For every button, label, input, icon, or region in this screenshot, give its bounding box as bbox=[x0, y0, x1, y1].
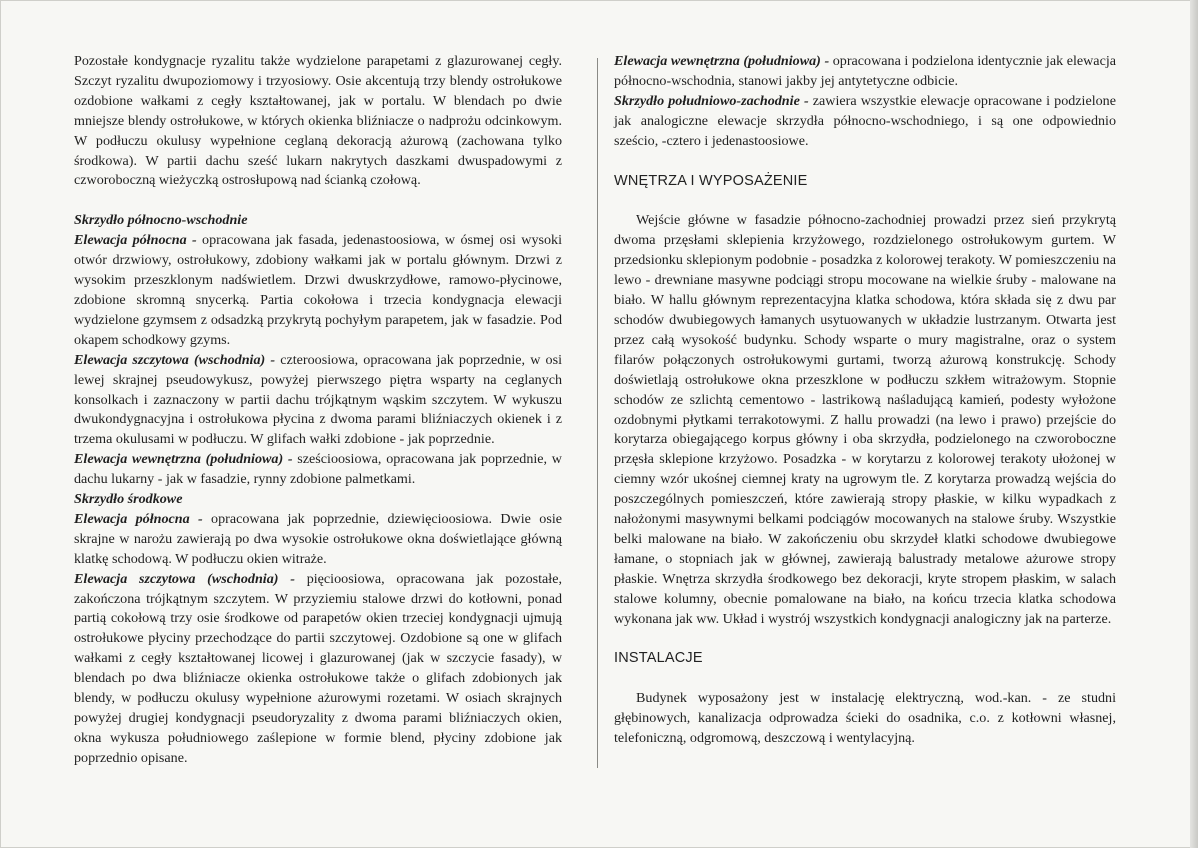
paragraph-middle-elevation-gable-east bbox=[74, 570, 562, 769]
text-middle-elevation-gable-east: pięcioosiowa, opracowana jak pozostałe, zakończona trójkątnym szczytem. W przyziemiu stalowe drzwi do kotłowni, ponad partią cokołową trzy osie środkowe od parapetów okien trzeciej kondygnacji ujmują ostrołukowe płyciny przechodzące do partii szczytowej. Ozdobione są one w glifach wałkami z cegły kształtowanej licowej i glazurowanej (jak w szczycie fasady), w blendach po dwa bliźniacze okienka ostrołukowe także o glifach zdobionych jak blendy, w podłuczu okulusy wypełnione ażurowymi rozetami. W osiach skrajnych powyżej drugiej kondygnacji pseudoryzality z dwoma parami bliźniaczych okien, okna wykusza południowego zaślepione w formie blend, płyciny zdobione jak poprzednio opisane. bbox=[74, 570, 562, 766]
label-elevation-gable-east: Elewacja szczytowa (wschodnia) - bbox=[74, 351, 276, 368]
label-middle-elevation-north: Elewacja północna - bbox=[74, 510, 203, 527]
section-heading-interiors: WNĘTRZA I WYPOSAŻENIE bbox=[614, 172, 808, 189]
column-divider bbox=[597, 58, 598, 768]
text-elevation-inner-south: sześcioosiowa, opracowana jak poprzednie, w dachu lukarny - jak w fasadzie, rynny zdobione palmetkami. bbox=[74, 451, 562, 488]
label-middle-elevation-gable-east: Elewacja szczytowa (wschodnia) - bbox=[74, 570, 295, 587]
paragraph-middle-elevation-north bbox=[74, 510, 562, 570]
paragraph-elevation-inner-south bbox=[74, 450, 562, 490]
page-edge-shadow bbox=[1190, 0, 1198, 848]
text-middle-elevation-north: opracowana jak poprzednie, dziewięcioosiowa. Dwie osie skrajne w narożu zawierają po dwa wysokie ostrołukowe okna doświetlające główną klatkę schodową. W podłuczu okien witraże. bbox=[74, 510, 562, 567]
text-elevation-gable-east: czteroosiowa, opracowana jak poprzednie, w osi lewej skrajnej pseudowykusz, powyżej pierwszego piętra wsparty na ceglanych konsolkach i zaznaczony w partii dachu trójkątnym wąskim szczytem. W wykuszu dwukondygnacyjna i ostrołukowa płycina z dwoma parami bliźniaczych okienek i z trzema okulusami w podłuczu. W glifach wałki zdobione - jak poprzednie. bbox=[74, 351, 563, 448]
label-elevation-inner-south: Elewacja wewnętrzna (południowa) - bbox=[74, 451, 293, 468]
paragraph-elevation-gable-east bbox=[74, 351, 562, 451]
paragraph-wing-south-west bbox=[614, 92, 1116, 152]
text-middle-elevation-inner-south: opracowana i podzielona identycznie jak elewacja północno-wschodnia, stanowi jakby jej antytetyczne odbicie. bbox=[614, 53, 1116, 89]
paragraph-middle-elevation-inner-south bbox=[614, 52, 1116, 92]
label-elevation-north: Elewacja północna - bbox=[74, 232, 197, 249]
paragraph-installations: Budynek wyposażony jest w instalację elektryczną, wod.-kan. - ze studni głębinowych, kanalizacja odprowadza ścieki do osadnika, c.o. z kotłowni własnej, telefoniczną, odgromową, deszczową i wentylacyjną. bbox=[614, 690, 1116, 747]
right-column bbox=[614, 52, 1116, 749]
paragraph-interiors: Wejście główne w fasadzie północno-zachodniej prowadzi przez sień przykrytą dwoma przęsłami sklepienia krzyżowego, rozdzielonego ostrołukowym gurtem. W przedsionku sklepionym podobnie - posadzka z kolorowej terakoty. W pomieszczeniu na lewo - drewniane masywne podciągi stropu mocowane na wielkie śruby - malowane na biało. W hallu głównym reprezentacyjna klatka schodowa, która składa się z dwu par schodów dwubiegowych łamanych usytuowanych w układzie lustrzanym. Otwarta jest przez całą wysokość budynku. Schody wsparte o mury magistralne, oraz o system filarów połączonych ostrołukowymi gurtami, tworzą ażurową konstrukcję. Schody doświetlają ostrołukowe okna przeszklone w podłuczu szkłem witrażowym. Stopnie schodów ze szlichtą cementowo - lastrikową naśladującą kamień, podesty wyłożone ozdobnymi płytkami terrakotowymi. Z hallu prowadzi (na lewo i prawo) przejście do korytarza obiegającego korpus główny i oba skrzydła, podzielonego na czworoboczne przęsła sklepione krzyżowo. Posadzka - w korytarzu z kolorowej terakoty ułożonej w ciemny wzór ukośnej ciemnej kraty na ugrowym tle. Z korytarza prowadzą wejścia do poszczególnych pomieszczeń, które zawierają stropy płaskie, w kilku wypadkach z nałożonymi masywnymi belkami podciągów mocowanych na stalowe śruby. Wszystkie belki malowane na biało. W zakończeniu obu skrzydeł klatki schodowe dwubiegowe łamane, o stopniach jak w głównej, zawierają balustrady metalowe ażurowe stropy płaskie. Wnętrza skrzydła środkowego bez dekoracji, kryte stropem płaskim, w salach stalowe kolumny, obecnie pomalowane na biało, na końcu trzecia klatka schodowa wykonana jak ww. Układ i wystrój wszystkich kondygnacji analogiczny jak na parterze. bbox=[614, 212, 1116, 627]
heading-wing-north-east: Skrzydło północno-wschodnie bbox=[74, 212, 248, 229]
text-elevation-north: opracowana jak fasada, jedenastoosiowa, w ósmej osi wysoki otwór drzwiowy, ostrołukowy, zdobiony wałkami jak w portalu głównym. Drzwi z wysokim przeszklonym nadświetlem. Drzwi dwuskrzydłowe, ramowo-płycinowe, zdobione skromną snycerką. Partia cokołowa i trzecia kondygnacja elewacji wydzielone gzymsem z odsadzką przykrytą pochyłym parapetem, jak w fasadzie. Pod okapem schodkowy gzyms. bbox=[74, 232, 562, 348]
section-heading-installations: INSTALACJE bbox=[614, 650, 703, 667]
label-wing-south-west: Skrzydło południowo-zachodnie - bbox=[614, 92, 809, 109]
text-wing-south-west: zawiera wszystkie elewacje opracowane i podzielone jak analogiczne elewacje skrzydła północno-wschodniego, i są one odpowiednio sześcio, -cztero i jedenastoosiowe. bbox=[614, 92, 1116, 149]
paragraph-risalit: Pozostałe kondygnacje ryzalitu także wydzielone parapetami z glazurowanej cegły. Szczyt ryzalitu dwupoziomowy i trzyosiowy. Osie akcentują trzy blendy ostrołukowe ozdobione wałkami z cegły kształtowanej, jak w portalu. W blendach po dwie mniejsze blendy ostrołukowe, w których okienka bliźniacze o nadprożu odcinkowym. W podłuczu okulusy wypełnione ceglaną dekoracją ażurową (zachowana tylko środkowa). W partii dachu sześć lukarn nakrytych daszkami dwuspadowymi z czworoboczną wieżyczką ostrosłupową nad ścianką czołową. bbox=[74, 53, 562, 189]
left-column bbox=[74, 52, 562, 769]
label-middle-elevation-inner-south: Elewacja wewnętrzna (południowa) - bbox=[614, 53, 830, 69]
heading-wing-middle: Skrzydło środkowe bbox=[74, 491, 183, 508]
paragraph-elevation-north bbox=[74, 231, 562, 350]
